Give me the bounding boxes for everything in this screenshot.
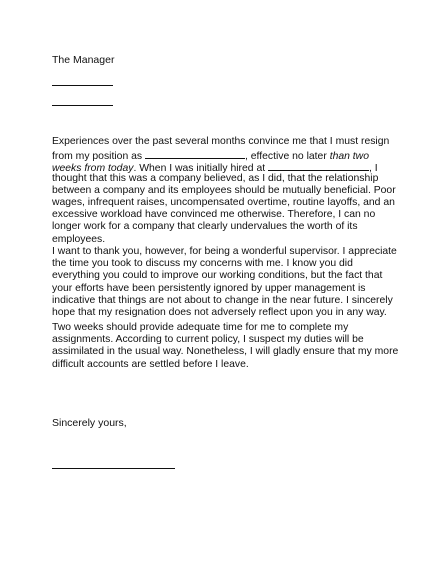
text-line: hope that my resignation does not adversely reflect upon you in any way. [52, 306, 387, 318]
text-line: everything you could to improve our working conditions, but the fact that [52, 270, 383, 282]
text-line: excessive workload have convinced me otherwise. Therefore, I can no [52, 209, 376, 221]
text-fragment-italic: weeks from today [52, 163, 134, 175]
text-line: indicative that things are not about to change in the near future. I sincerely [52, 294, 393, 306]
recipient-label: The Manager [52, 54, 115, 66]
address-blank-line-2 [52, 105, 113, 106]
text-line: difficult accounts are settled before I leave. [52, 358, 249, 370]
text-fragment: . When I was initially hired at [133, 163, 268, 175]
company-blank [268, 160, 369, 171]
text-line: longer work for a company that clearly undervalues the worth of its [52, 221, 358, 233]
paragraph-resignation [52, 136, 396, 246]
text-line: Two weeks should provide adequate time for me to complete my [52, 322, 349, 333]
paragraph-thanks [52, 246, 397, 319]
text-fragment: , I [369, 163, 378, 175]
address-blank-line-1 [52, 85, 113, 86]
text-line: I want to thank you, however, for being a wonderful supervisor. I appreciate [52, 246, 397, 257]
text-line: Experiences over the past several months convince me that I must resign [52, 136, 390, 147]
text-line: thought that this was a company believed, as I did, that the relationship [52, 172, 379, 184]
text-line: assignments. According to current policy, I suspect my duties will be [52, 334, 364, 346]
text-fragment: from my position as [52, 151, 145, 163]
text-line: employees. [52, 233, 106, 245]
text-line [52, 148, 392, 163]
text-fragment: , effective no later [244, 151, 330, 163]
text-line [52, 160, 392, 175]
text-line: between a company and its employees should be mutually beneficial. Poor [52, 184, 396, 196]
text-line: wages, infrequent raises, uncompensated overtime, routine layoffs, and an [52, 196, 395, 208]
text-line: assimilated in the usual way. Nonetheless, I will gladly ensure that my more [52, 346, 399, 358]
signature-line [52, 468, 175, 469]
closing-salutation: Sincerely yours, [52, 417, 127, 429]
text-fragment-italic: than two [329, 151, 369, 163]
text-line: the time you took to discuss my concerns with me. I know you did [52, 258, 353, 270]
text-line: your efforts have been persistently ignored by upper management is [52, 282, 366, 294]
position-blank [145, 148, 245, 159]
paragraph-transition [52, 322, 399, 371]
